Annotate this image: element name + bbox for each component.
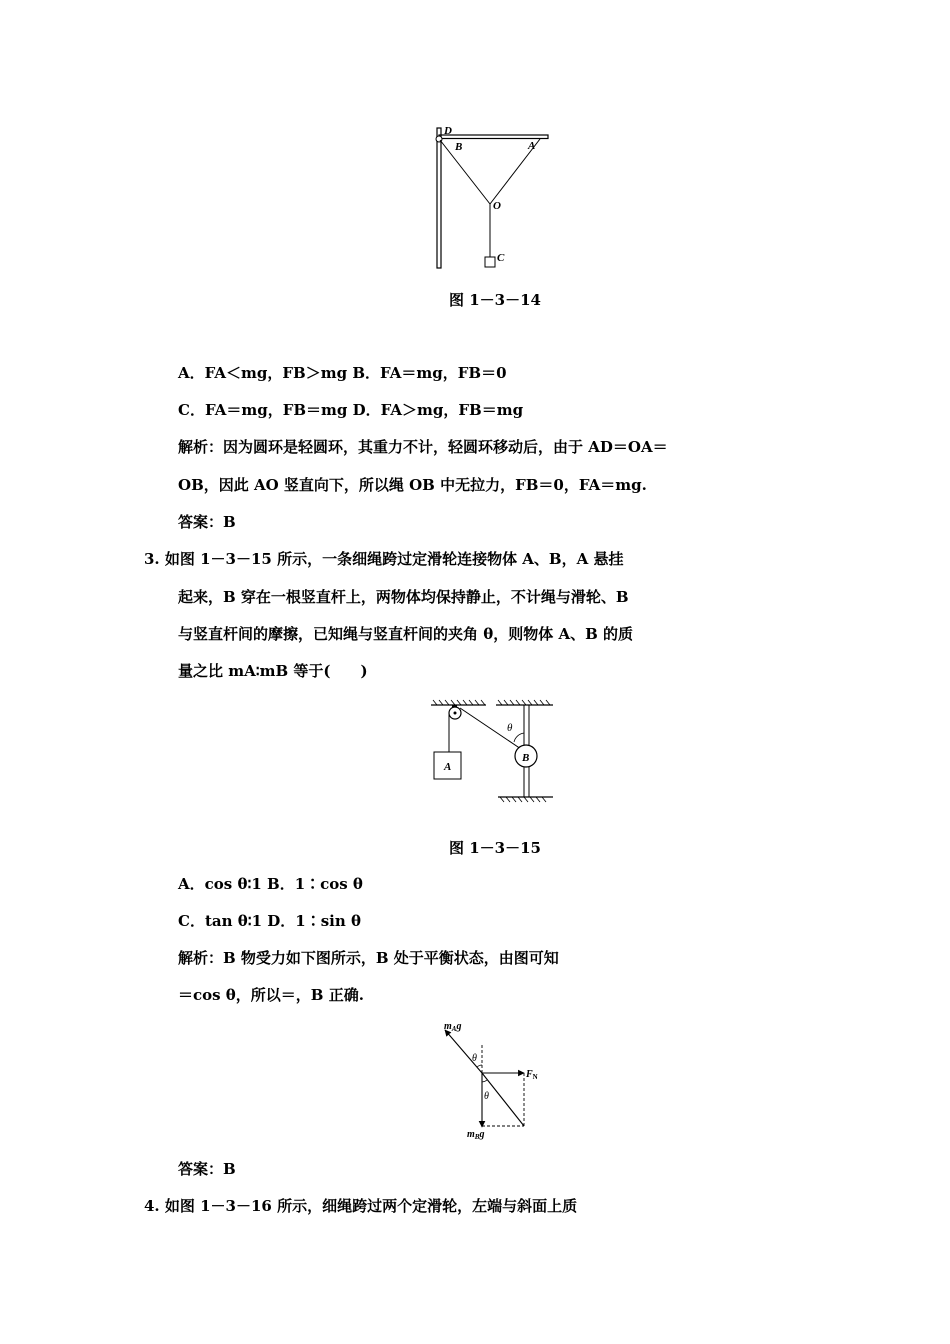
figure-caption-1-3-15: 图 1－3－15 xyxy=(449,839,541,857)
q3-stem-line-4: 量之比 mA∶mB 等于( ) xyxy=(178,662,368,680)
q3-answer: 答案：B xyxy=(178,1160,236,1178)
label-theta-upper: θ xyxy=(472,1053,477,1064)
q2-answer: 答案：B xyxy=(178,513,236,531)
q3-stem-line-2: 起来，B 穿在一根竖直杆上，两物体均保持静止，不计绳与滑轮、B xyxy=(178,588,629,606)
figure-caption-1-3-14: 图 1－3－14 xyxy=(449,291,541,309)
theta-arc-upper xyxy=(477,1065,482,1067)
label-fn: $F_N$ xyxy=(526,1069,538,1081)
q2-options-line-1: A．FA＜mg，FB＞mg B．FA＝mg，FB＝0 xyxy=(178,364,507,382)
label-theta: θ xyxy=(507,722,513,734)
label-block-a: A xyxy=(444,761,452,773)
label-mag: $m_Ag$ xyxy=(444,1021,462,1033)
tension-arrow xyxy=(445,1030,482,1073)
q3-stem-line-1: 3. 如图 1－3－15 所示，一条细绳跨过定滑轮连接物体 A、B，A 悬挂 xyxy=(144,550,624,568)
label-ball-b: B xyxy=(522,752,530,764)
q3-analysis-line-2: ＝cos θ，所以＝，B 正确. xyxy=(178,986,364,1004)
q2-analysis-line-2: OB，因此 AO 竖直向下，所以绳 OB 中无拉力，FB＝0，FA＝mg. xyxy=(178,476,647,494)
label-theta-lower: θ xyxy=(484,1091,489,1102)
theta-arc-lower xyxy=(482,1080,487,1082)
theta-arc xyxy=(514,733,524,742)
q3-options-line-1: A．cos θ∶1 B．1∶cos θ xyxy=(178,875,363,893)
q3-stem-line-3: 与竖直杆间的摩擦，已知绳与竖直杆间的夹角 θ，则物体 A、B 的质 xyxy=(178,625,633,643)
force-diagram xyxy=(440,1015,550,1140)
horizontal-beam xyxy=(439,135,548,139)
q4-stem-line-1: 4. 如图 1－3－16 所示，细绳跨过两个定滑轮，左端与斜面上质 xyxy=(144,1197,578,1215)
q3-analysis-line-1: 解析：B 物受力如下图所示，B 处于平衡状态，由图可知 xyxy=(178,949,559,967)
rope-bo xyxy=(440,140,490,204)
label-a: A xyxy=(528,140,536,152)
label-o: O xyxy=(493,200,501,212)
figure-1-3-15 xyxy=(428,695,558,805)
label-c: C xyxy=(497,252,505,264)
label-d: D xyxy=(444,125,452,137)
figure-1-3-14 xyxy=(428,120,558,275)
label-b: B xyxy=(455,141,463,153)
q2-options-line-2: C．FA＝mg，FB＝mg D．FA＞mg，FB＝mg xyxy=(178,401,524,419)
q3-options-line-2: C．tan θ∶1 D．1∶sin θ xyxy=(178,912,362,930)
weight-c xyxy=(485,257,495,267)
q2-analysis-line-1: 解析：因为圆环是轻圆环，其重力不计，轻圆环移动后，由于 AD＝OA＝ xyxy=(178,438,668,456)
label-mbg: $m_Bg$ xyxy=(467,1129,485,1140)
vertical-pole xyxy=(437,128,441,268)
